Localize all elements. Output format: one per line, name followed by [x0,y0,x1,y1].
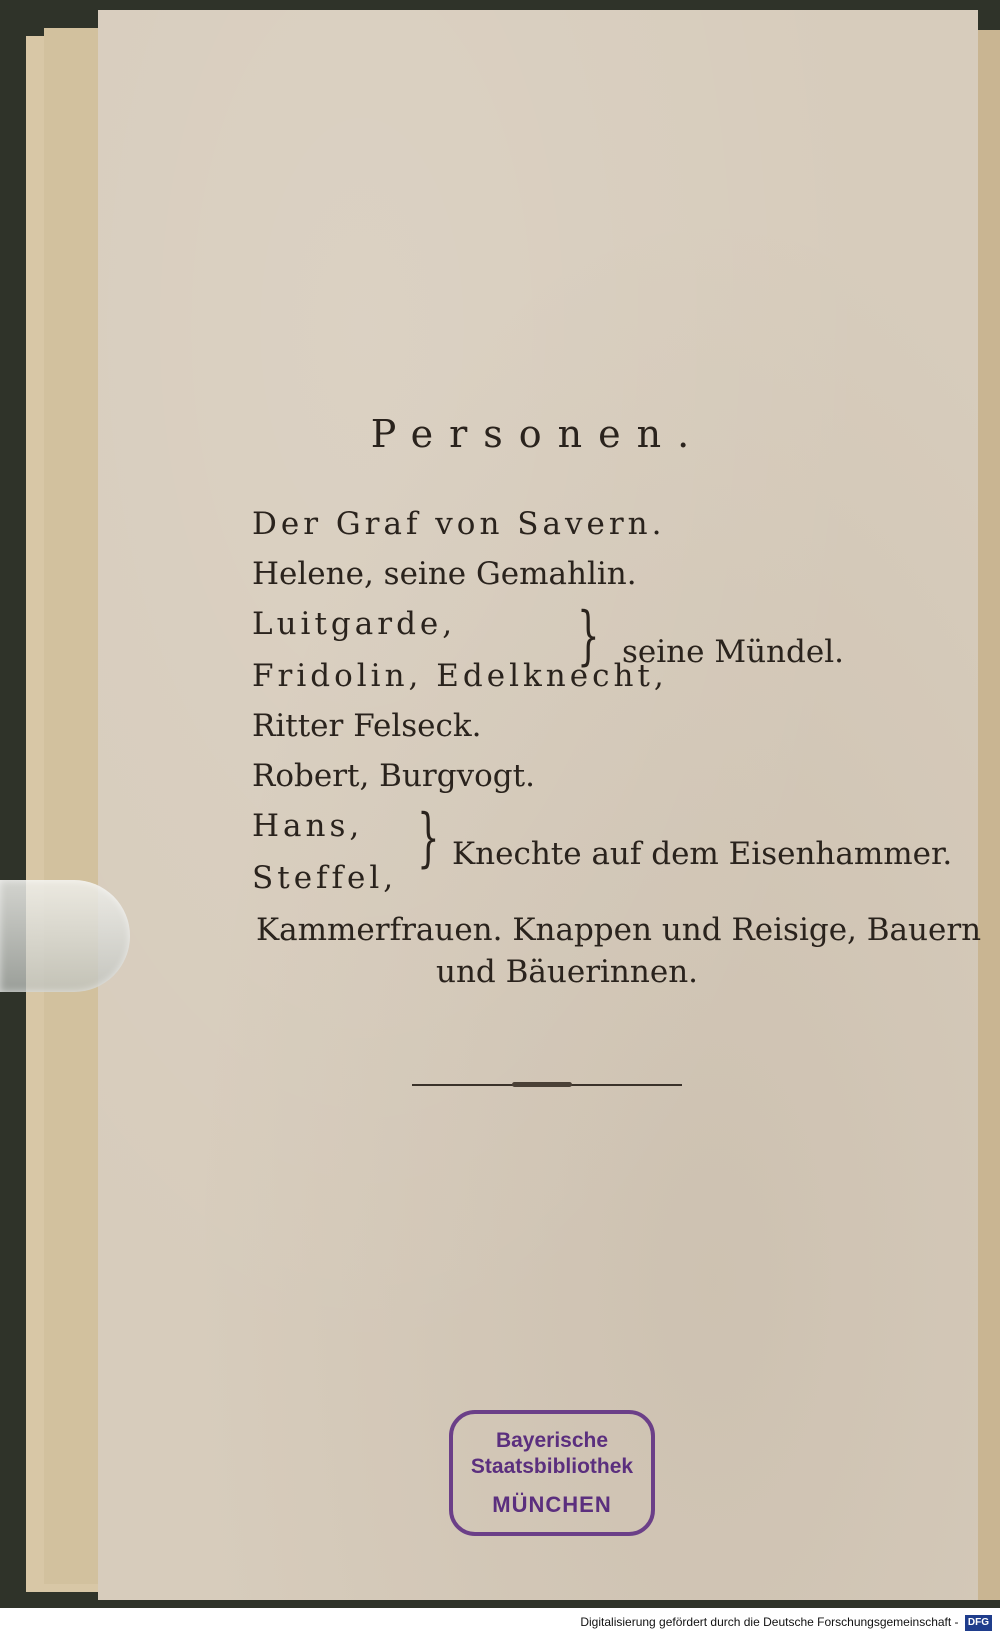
cast-graf: Der Graf von Savern. [252,506,666,542]
stamp-line2: Staatsbibliothek [470,1455,634,1478]
cast-robert: Robert, Burgvogt. [252,758,535,794]
footer-text: Digitalisierung gefördert durch die Deutsche Forschungsgemeinschaft - [580,1615,959,1629]
page-title: Personen. [370,412,706,456]
cast-hans: Hans, [252,808,364,844]
ornamental-rule [412,1084,682,1086]
cast-extras-line1: Kammerfrauen. Knappen und Reisige, Bauern [256,912,982,948]
library-stamp [449,1410,655,1536]
page-clip [0,880,130,992]
dfg-logo: DFG [965,1615,992,1631]
brace-muendel: } [577,599,600,673]
cast-ritter: Ritter Felseck. [252,708,482,744]
cast-luitgarde: Luitgarde, [252,606,457,642]
cast-knechte: Knechte auf dem Eisenhammer. [452,836,953,872]
cast-extras-line2: und Bäuerinnen. [436,954,699,990]
cast-helene: Helene, seine Gemahlin. [252,556,637,592]
cast-fridolin: Fridolin, Edelknecht, [252,658,668,694]
cast-steffel: Steffel, [252,860,398,896]
footer-bar [0,1608,1000,1636]
book-page [98,10,978,1600]
stamp-line3: MÜNCHEN [492,1492,612,1517]
stamp-line1: Bayerische [495,1429,609,1452]
brace-knechte: } [417,801,440,875]
cast-muendel: seine Mündel. [622,634,844,670]
